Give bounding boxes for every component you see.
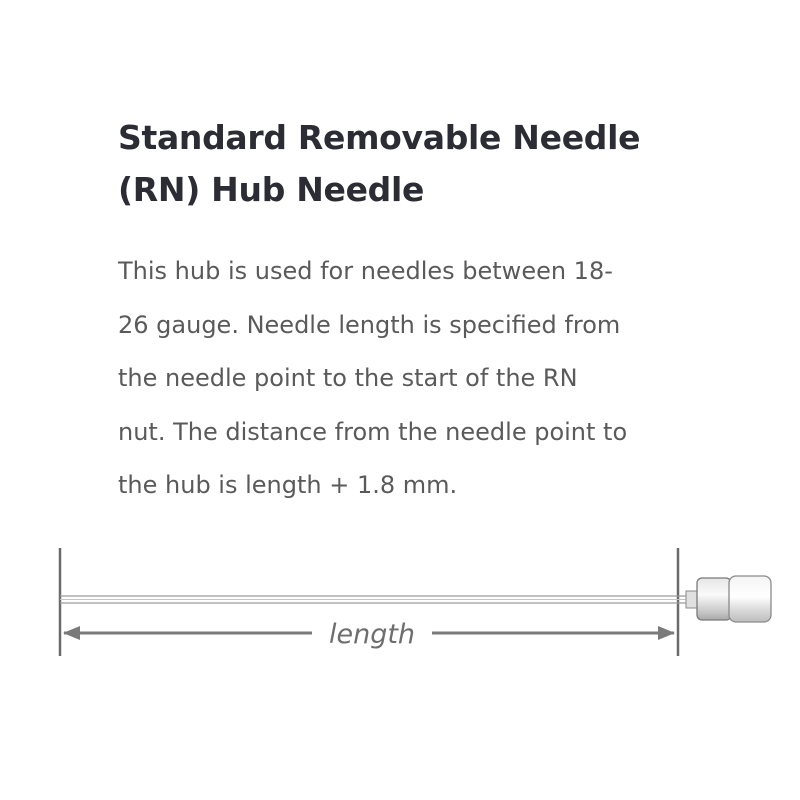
description-line-5: the hub is length + 1.8 mm. xyxy=(118,471,458,499)
needle-diagram xyxy=(0,530,800,680)
needle-shaft xyxy=(60,596,700,603)
left-arrowhead xyxy=(63,626,80,640)
rn-hub xyxy=(686,576,771,622)
description xyxy=(118,245,738,513)
page-title xyxy=(118,112,678,216)
length-label: length xyxy=(328,619,416,650)
description-line-3: the needle point to the start of the RN xyxy=(118,364,578,392)
title-line-2: (RN) Hub Needle xyxy=(118,170,425,209)
right-arrowhead xyxy=(658,626,675,640)
title-line-1: Standard Removable Needle xyxy=(118,118,641,157)
description-line-2: 26 gauge. Needle length is specified from xyxy=(118,310,621,339)
description-line-4: nut. The distance from the needle point to xyxy=(118,417,628,446)
description-line-1: This hub is used for needles between 18- xyxy=(118,257,613,285)
